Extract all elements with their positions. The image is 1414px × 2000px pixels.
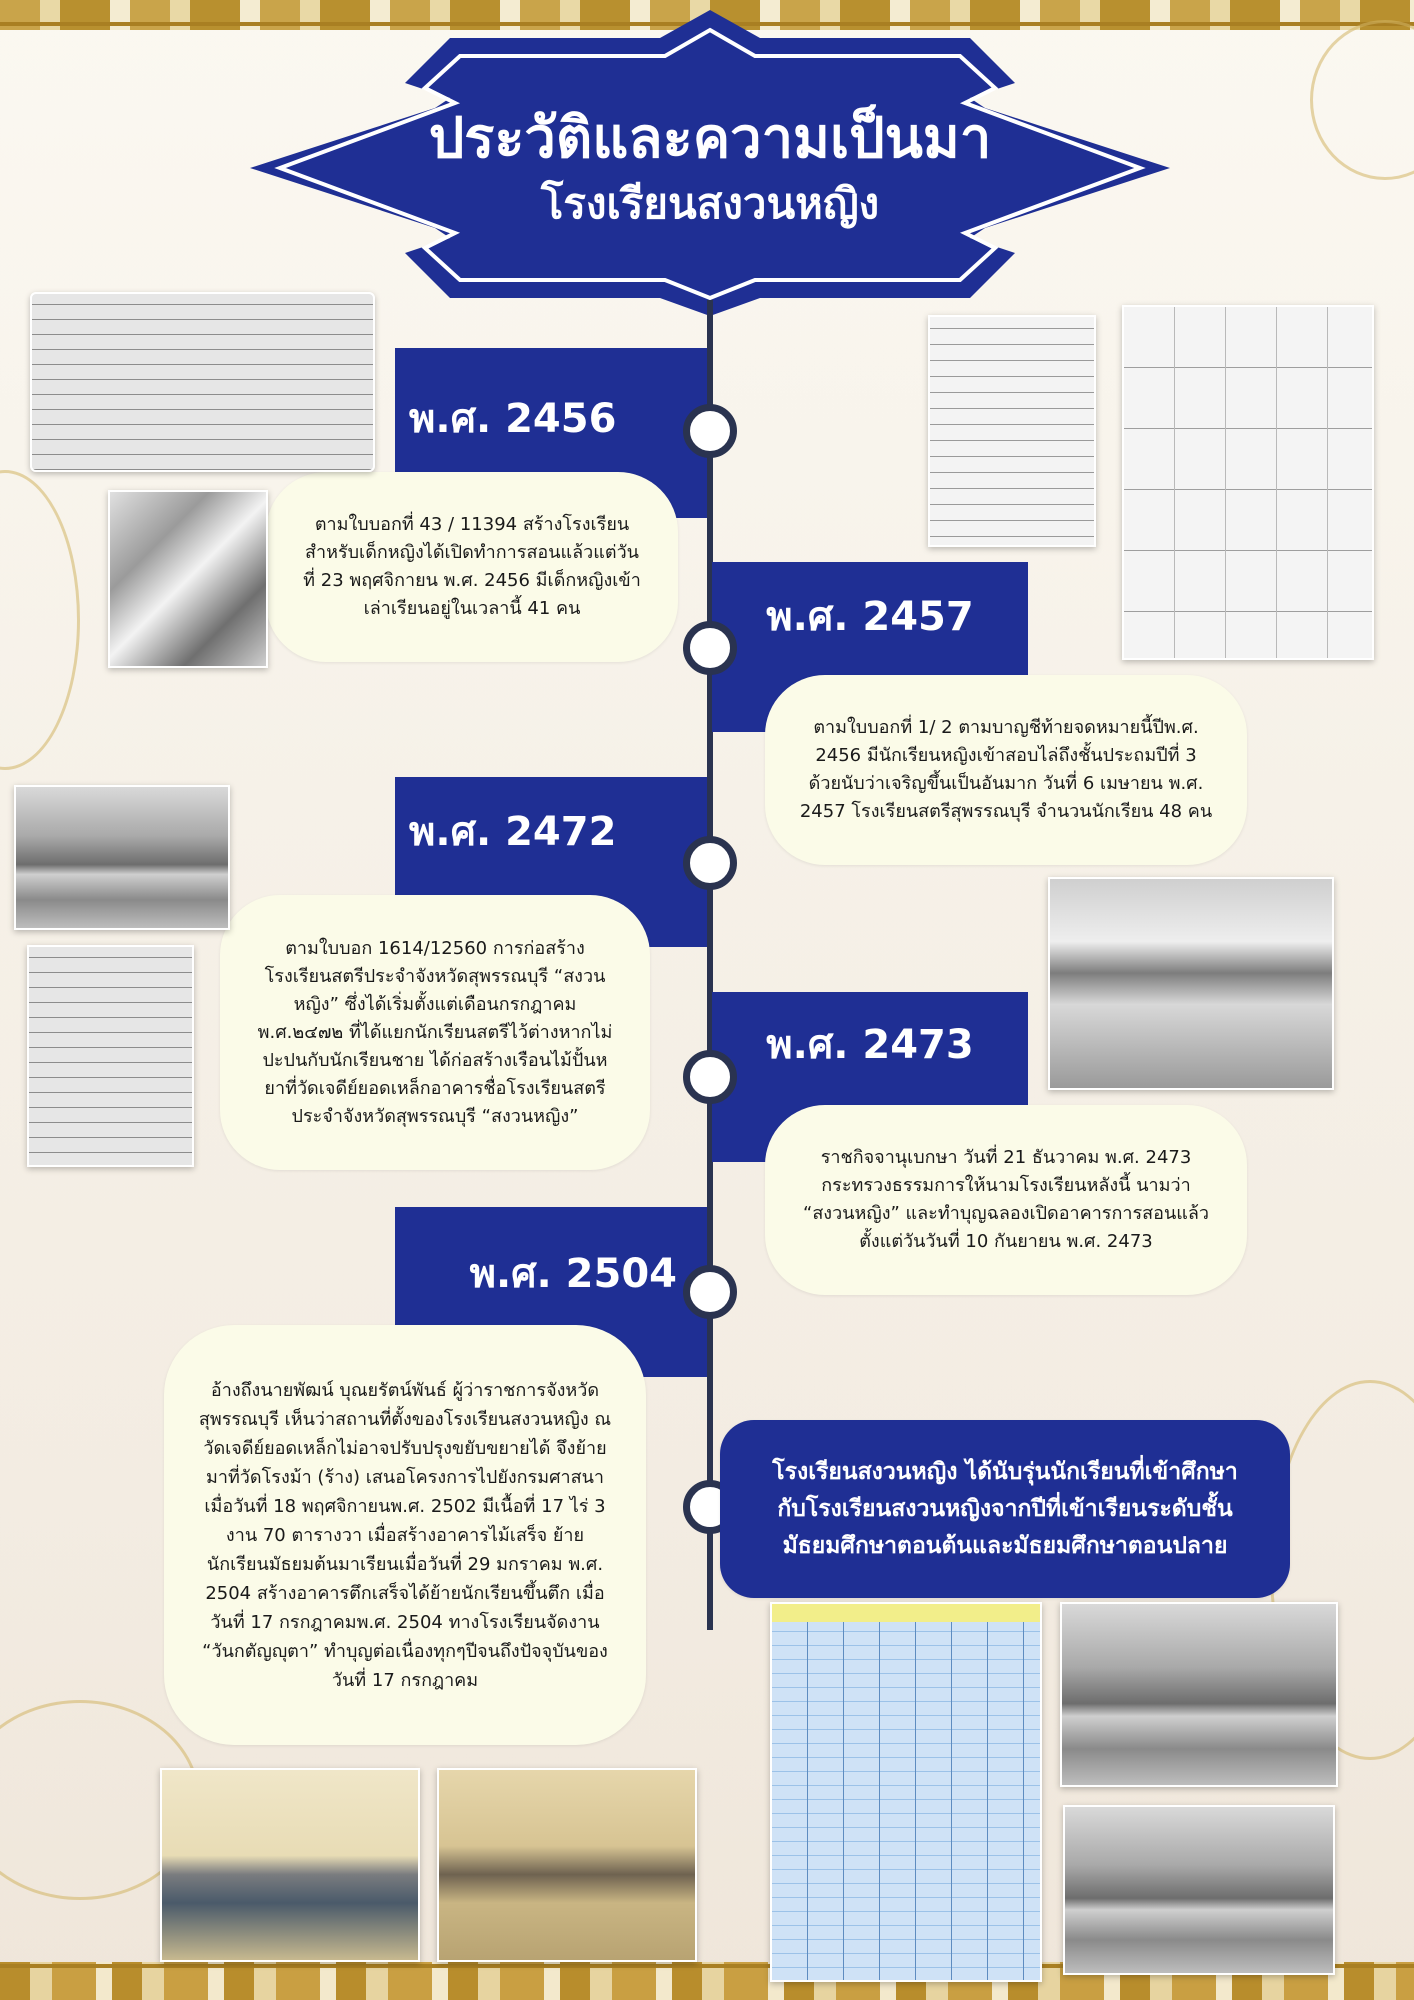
event-text-2456: ตามใบบอกที่ 43 / 11394 สร้างโรงเรียนสำหรับเด็กหญิงได้เปิดทำการสอนแล้วแต่วันที่ 23 พฤศจิกายน พ.ศ. 2456 มีเด็กหญิงเข้าเล่าเรียนอยู่ในเวลานี้ 41 คน bbox=[266, 472, 678, 662]
photo-school-building bbox=[160, 1768, 420, 1962]
photo-stairs-portrait bbox=[108, 490, 268, 668]
page-title: ประวัติและความเป็นมา bbox=[428, 106, 992, 171]
timeline-node-2504 bbox=[683, 1265, 737, 1319]
flourish-left-upper bbox=[0, 470, 80, 770]
timeline-node-2472 bbox=[683, 836, 737, 890]
year-label: พ.ศ. 2457 bbox=[766, 594, 974, 640]
year-label: พ.ศ. 2473 bbox=[766, 1022, 974, 1068]
title-banner bbox=[225, 8, 1195, 318]
page-subtitle: โรงเรียนสงวนหญิง bbox=[540, 179, 880, 228]
photo-students-group-b bbox=[1063, 1805, 1335, 1975]
event-text-2473: ราชกิจจานุเบกษา วันที่ 21 ธันวาคม พ.ศ. 2473 กระทรวงธรรมการให้นามโรงเรียนหลังนี้ นามว่า “สงวนหญิง” และทำบุญฉลองเปิดอาคารการสอนแล้วตั้งแต่วันวันที่ 10 กันยายน พ.ศ. 2473 bbox=[765, 1105, 1247, 1295]
photo-wooden-school-2473 bbox=[1048, 877, 1334, 1090]
timeline-spine bbox=[707, 300, 713, 1630]
event-text-2472: ตามใบบอก 1614/12560 การก่อสร้างโรงเรียนสตรีประจำจังหวัดสุพรรณบุรี “สงวนหญิง” ซึ่งได้เริ่มตั้งแต่เดือนกรกฎาคม พ.ศ.๒๔๗๒ ที่ได้แยกนักเรียนสตรีไว้ต่างหากไม่ปะปนกับนักเรียนชาย ได้ก่อสร้างเรือนไม้ปั้นหยาที่วัดเจดีย์ยอดเหล็กอาคารชื่อโรงเรียนสตรีประจำจังหวัดสุพรรณบุรี “สงวนหญิง” bbox=[220, 895, 650, 1170]
flourish-top-right bbox=[1310, 20, 1414, 180]
year-label: พ.ศ. 2472 bbox=[409, 809, 617, 855]
closing-statement: โรงเรียนสงวนหญิง ได้นับรุ่นนักเรียนที่เข้าศึกษากับโรงเรียนสงวนหญิงจากปีที่เข้าเรียนระดับชั้นมัธยมศึกษาตอนต้นและมัธยมศึกษาตอนปลาย bbox=[720, 1420, 1290, 1598]
photo-document-2472 bbox=[27, 945, 194, 1167]
photo-students-2472 bbox=[14, 785, 230, 930]
photo-document-2456-a bbox=[30, 292, 375, 472]
timeline-node-2457 bbox=[683, 621, 737, 675]
timeline-node-2456 bbox=[683, 404, 737, 458]
photo-document-2457 bbox=[928, 315, 1096, 547]
photo-construction bbox=[437, 1768, 697, 1962]
event-text-2504: อ้างถึงนายพัฒน์ บุณยรัตน์พันธ์ ผู้ว่าราชการจังหวัดสุพรรณบุรี เห็นว่าสถานที่ตั้งของโรงเรียนสงวนหญิง ณ วัดเจดีย์ยอดเหล็กไม่อาจปรับปรุงขยับขยายได้ จึงย้ายมาที่วัดโรงม้า (ร้าง) เสนอโครงการไปยังกรมศาสนา เมื่อวันที่ 18 พฤศจิกายนพ.ศ. 2502 มีเนื้อที่ 17 ไร่ 3 งาน 70 ตารางวา เมื่อสร้างอาคารไม้เสร็จ ย้ายนักเรียนมัธยมต้นมาเรียนเมื่อวันที่ 29 มกราคม พ.ศ. 2504 สร้างอาคารตึกเสร็จได้ย้ายนักเรียนขึ้นตึก เมื่อวันที่ 17 กรกฎาคมพ.ศ. 2504 ทางโรงเรียนจัดงาน “วันกตัญญุตา” ทำบุญต่อเนื่องทุกๆปีจนถึงปัจจุบันของวันที่ 17 กรกฎาคม bbox=[164, 1325, 646, 1745]
year-label: พ.ศ. 2504 bbox=[469, 1251, 677, 1297]
year-label: พ.ศ. 2456 bbox=[409, 396, 617, 442]
photo-students-group-a bbox=[1060, 1602, 1338, 1787]
photo-ledger-2457 bbox=[1122, 305, 1374, 660]
timeline-node-2473 bbox=[683, 1050, 737, 1104]
photo-cohort-table bbox=[770, 1602, 1042, 1982]
event-text-2457: ตามใบบอกที่ 1/ 2 ตามบาญชีท้ายจดหมายนี้ปีพ.ศ. 2456 มีนักเรียนหญิงเข้าสอบไล่ถึงชั้นประถมปีที่ 3 ด้วยนับว่าเจริญขึ้นเป็นอันมาก วันที่ 6 เมษายน พ.ศ. 2457 โรงเรียนสตรีสุพรรณบุรี จำนวนนักเรียน 48 คน bbox=[765, 675, 1247, 865]
